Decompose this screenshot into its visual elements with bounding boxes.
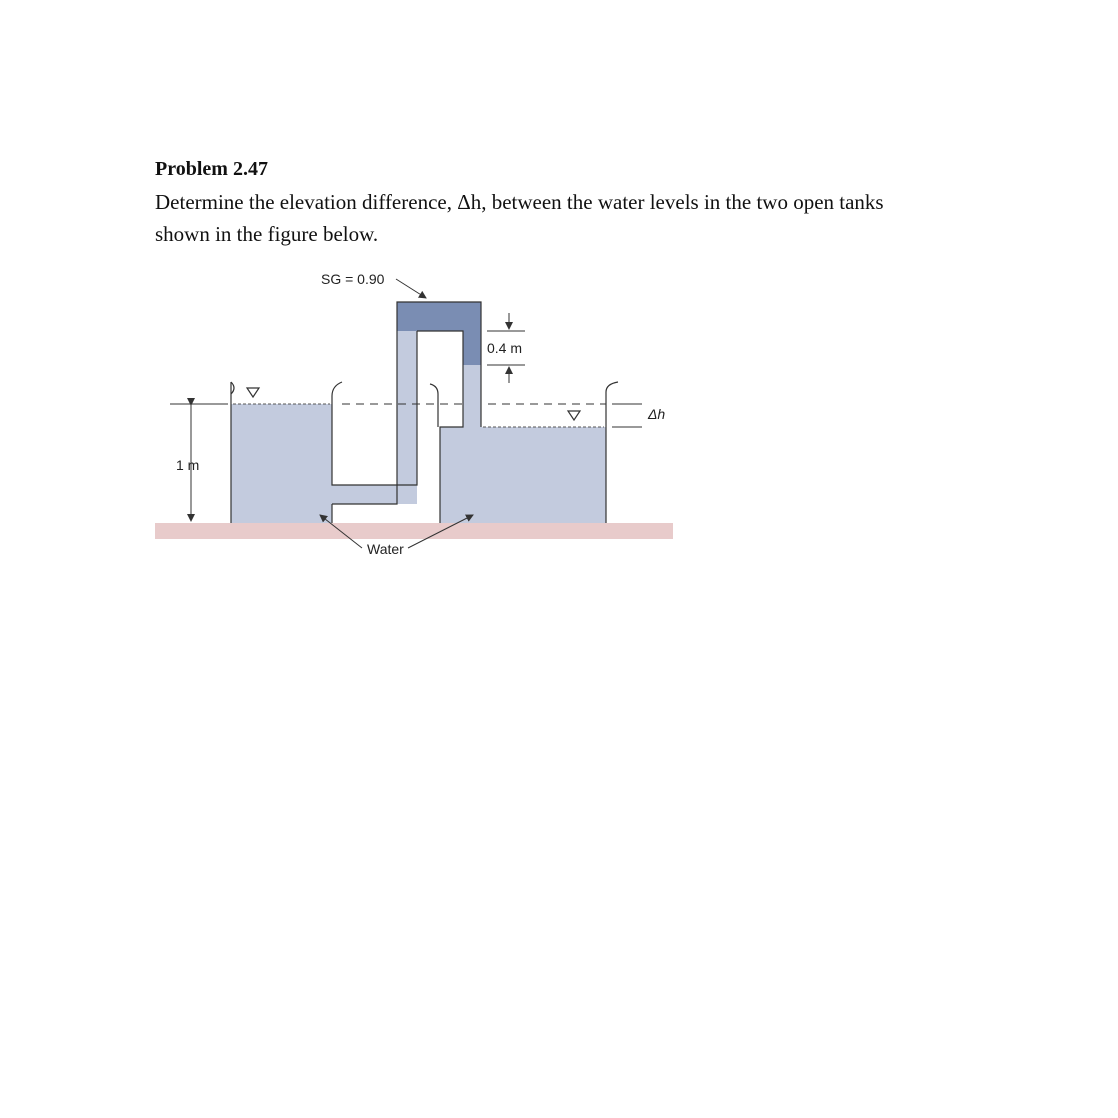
- free-surface-right-icon: [568, 411, 580, 420]
- right-tank-water: [440, 427, 606, 523]
- water-label: Water: [367, 541, 404, 557]
- sg-label: SG = 0.90: [321, 271, 385, 287]
- ground: [155, 523, 673, 539]
- left-pipe-horizontal: [332, 485, 417, 504]
- statement-line-1: Determine the elevation difference, Δh, between the water levels in the two open tanks: [155, 190, 884, 214]
- oil-right-leg: [463, 331, 481, 365]
- dim-04-label: 0.4 m: [487, 340, 523, 356]
- free-surface-left-icon: [247, 388, 259, 397]
- dh-label: Δh: [648, 406, 666, 422]
- right-manometer-leg: [463, 365, 481, 427]
- dim-1m-label: 1 m: [176, 457, 200, 473]
- left-tank-water: [231, 404, 332, 523]
- problem-title: Problem 2.47: [155, 158, 268, 180]
- statement-line-2: shown in the figure below.: [155, 222, 379, 246]
- left-manometer-leg: [397, 331, 417, 485]
- oil-top: [397, 302, 481, 331]
- sg-leader: [396, 279, 426, 298]
- right-inner-pipe: [417, 385, 440, 523]
